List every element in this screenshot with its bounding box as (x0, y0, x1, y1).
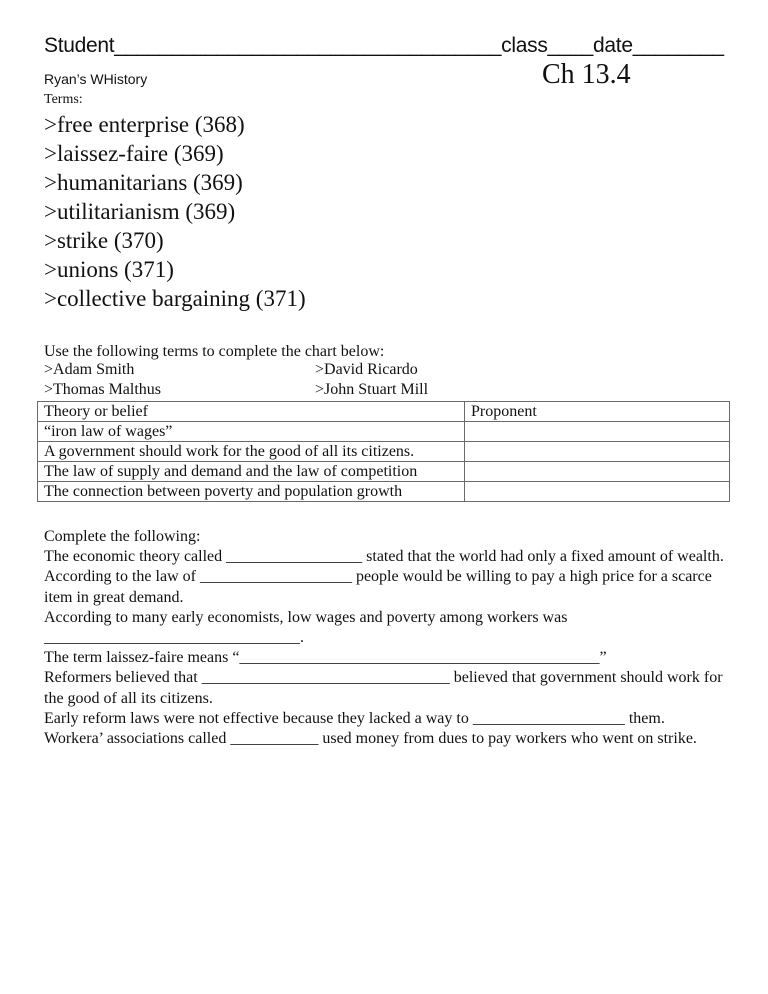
proponent-cell[interactable] (465, 442, 730, 462)
fill-in-question: According to many early economists, low wages and poverty among workers was ________________________________. (44, 608, 568, 647)
proponent-cell[interactable] (465, 422, 730, 442)
name-row (44, 381, 428, 399)
chart-instructions: Use the following terms to complete the chart below: (44, 343, 385, 360)
theory-cell: The law of supply and demand and the law of competition (38, 462, 465, 482)
terms-list (44, 110, 306, 313)
student-class-date-line: Student__________________________________class____date________ (44, 34, 724, 57)
fill-in-question: Early reform laws were not effective because they lacked a way to ___________________ them. (44, 709, 665, 727)
theory-proponent-table (37, 401, 730, 502)
term-item: >humanitarians (369) (44, 170, 243, 195)
term-item: >free enterprise (368) (44, 112, 245, 137)
term-item: >unions (371) (44, 257, 174, 282)
complete-heading: Complete the following: (44, 528, 201, 545)
fill-in-question: Reformers believed that _______________________________ believed that government should work for the good of all its citizens. (44, 669, 723, 707)
course-name: Ryan’s WHistory (44, 71, 148, 87)
header-theory: Theory or belief (38, 402, 465, 422)
proponent-cell[interactable] (465, 462, 730, 482)
name-row (44, 361, 418, 379)
fill-in-question: According to the law of ___________________ people would be willing to pay a high price for a scarce item in great demand. (44, 568, 712, 606)
terms-label: Terms: (44, 92, 83, 107)
fill-in-question: The economic theory called _________________ stated that the world had only a fixed amount of wealth. (44, 548, 724, 566)
name-option: >Adam Smith (44, 361, 135, 378)
table-row (38, 442, 730, 462)
fill-in-question: The term laissez-faire means “_____________________________________________” (44, 649, 607, 667)
theory-cell: The connection between poverty and population growth (38, 482, 465, 502)
name-option: >Thomas Malthus (44, 381, 162, 398)
chapter-title: Ch 13.4 (542, 59, 631, 90)
table-row (38, 422, 730, 442)
table-header-row (38, 402, 730, 422)
name-option: >David Ricardo (315, 361, 418, 378)
term-item: >laissez-faire (369) (44, 141, 224, 166)
term-item: >strike (370) (44, 228, 164, 253)
theory-cell: “iron law of wages” (38, 422, 465, 442)
complete-section (44, 527, 734, 749)
name-option: >John Stuart Mill (315, 381, 429, 398)
table-row (38, 462, 730, 482)
proponent-cell[interactable] (465, 482, 730, 502)
table-row (38, 482, 730, 502)
header-proponent: Proponent (465, 402, 730, 422)
theory-cell: A government should work for the good of all its citizens. (38, 442, 465, 462)
term-item: >collective bargaining (371) (44, 286, 306, 311)
fill-in-question: Workera’ associations called ___________ used money from dues to pay workers who went on strike. (44, 730, 697, 748)
term-item: >utilitarianism (369) (44, 199, 236, 224)
